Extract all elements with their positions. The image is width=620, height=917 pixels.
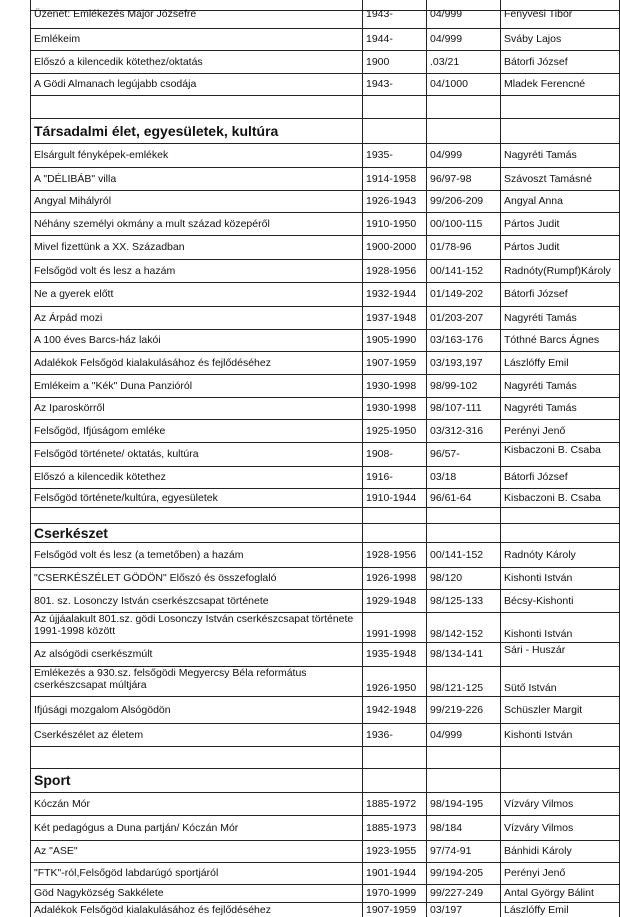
table-row [0,329,620,351]
entry-title: Emlékezés a 930.sz. felsőgödi Megyercsy Béla református cserkészcsapat múltjára [34,667,307,691]
entry-title: Néhány személyi okmány a mult század közepéről [34,217,270,230]
blank-row [0,95,620,118]
table-row [0,419,620,442]
entry-title: Emlékeim a "Kék" Duna Panzióról [34,379,193,392]
blank-row [0,746,620,768]
entry-title: Felsőgöd története/ oktatás, kultúra [34,448,199,460]
entry-title: Göd Nagyközség Sakkélete [34,887,164,899]
entry-years: 1943- [366,8,393,20]
entry-author: Perényi Jenő [504,424,566,437]
entry-years: 1935-1948 [366,648,417,660]
entry-reference: 98/142-152 [430,628,484,640]
entry-years: 1930-1998 [366,379,417,392]
entry-reference: 97/74-91 [430,845,472,857]
table-row [0,488,620,507]
table-row [0,642,620,666]
entry-years: 1901-1944 [366,867,417,879]
entry-reference: 99/206-209 [430,195,484,207]
entry-author: Pártos Judit [504,241,560,253]
entry-author: Nagyréti Tamás [504,149,577,161]
table-row [0,542,620,567]
entry-title: Elsárgult fényképek-emlékek [34,149,169,161]
entry-title: Felsőgöd története/kultúra, egyesületek [34,491,218,504]
entry-reference: .03/21 [430,55,460,68]
entry-years: 1910-1944 [366,491,417,504]
entry-author: Vízváry Vilmos [504,821,574,834]
table-row [0,840,620,862]
entry-author: Tóthné Barcs Ágnes [504,334,600,346]
entry-reference: 98/121-125 [430,682,484,694]
entry-author: Bánhidi Károly [504,845,572,857]
entry-title: Adalékok Felsőgöd kialakulásához és fejlődéséhez [34,903,271,916]
entry-reference: 98/184 [430,821,463,834]
entry-author: Nagyréti Tamás [504,311,577,324]
table-row [0,442,620,466]
entry-author: Sütő István [504,682,557,694]
table-row [0,235,620,259]
entry-author: Kishonti István [504,728,573,741]
entry-title: Ifjúsági mozgalom Alsógödön [34,703,171,716]
entry-title: Angyal Mihályról [34,195,112,207]
entry-title: 801. sz. Losonczy István cserkészcsapat története [34,594,269,607]
entry-years: 1925-1950 [366,424,417,437]
entry-reference: 01/78-96 [430,241,472,253]
entry-author: Mladek Ferencné [504,78,586,90]
entry-title: Mivel fizettünk a XX. Században [34,241,185,253]
entry-years: 1970-1999 [366,887,417,899]
entry-years: 1908- [366,448,393,460]
section-header [0,768,620,792]
entry-author: Kishonti István [504,628,573,640]
entry-title: A 100 éves Barcs-ház lakói [34,334,161,346]
entry-author: Perényi Jenő [504,867,566,879]
entry-author: Sári - Huszár [504,644,566,656]
entry-author: Radnóty Károly [504,548,576,561]
entry-author: Radnóty(Rumpf)Károly [504,264,611,277]
table-row [0,143,620,167]
entry-reference: 04/1000 [430,78,468,90]
table-row [0,589,620,612]
entry-title: Adalékok Felsőgöd kialakulásához és fejlődéséhez [34,356,271,369]
table-row [0,792,620,815]
table-row [0,374,620,397]
entry-years: 1929-1948 [366,594,417,607]
entry-title: Az alsógödi cserkészmúlt [34,648,153,660]
entry-title: Az "ASE" [34,845,78,857]
entry-years: 1926-1950 [366,682,417,694]
entry-years: 1928-1956 [366,548,417,561]
entry-author: Schüszler Margit [504,703,583,716]
entry-years: 1905-1990 [366,334,417,346]
table-row [0,723,620,746]
entry-years: 1907-1959 [366,356,417,369]
entry-years: 1907-1959 [366,903,417,916]
entry-title: A "DÉLIBÁB" villa [34,172,117,185]
entry-reference: 04/999 [430,8,463,20]
entry-reference: 01/203-207 [430,311,484,324]
section-header [0,118,620,143]
table-row [0,696,620,723]
table-row [0,28,620,50]
entry-title: Az Iparoskörről [34,402,105,414]
entry-reference: 00/141-152 [430,548,484,561]
section-title: Cserkészet [34,524,108,541]
entry-years: 1914-1958 [366,172,417,185]
entry-years: 1943- [366,78,393,90]
entry-author: Fenyvesi Tibor [504,8,573,20]
entry-years: 1900 [366,55,390,68]
entry-author: Kisbaczoni B. Csaba [504,491,601,504]
entry-title: "FTK"-ról,Felsőgöd labdarúgó sportjáról [34,867,219,879]
entry-reference: 98/125-133 [430,594,484,607]
entry-author: Sváby Lajos [504,33,562,45]
table-row [0,190,620,212]
entry-title: Emlékeim [34,33,81,45]
entry-title: Előszó a kilencedik kötethez/oktatás [34,55,203,68]
entry-reference: 04/999 [430,33,463,45]
table-row [0,351,620,374]
entry-years: 1935- [366,149,393,161]
entry-title: Két pedagógus a Duna partján/ Kóczán Mór [34,821,239,834]
table-row [0,0,620,28]
entry-years: 1944- [366,33,393,45]
table-row [0,862,620,884]
entry-reference: 03/197 [430,903,463,916]
entry-years: 1926-1998 [366,572,417,584]
entry-reference: 04/999 [430,149,463,161]
table-row [0,397,620,419]
entry-author: Pártos Judit [504,217,560,230]
entry-reference: 96/61-64 [430,491,472,504]
entry-title: "CSERKÉSZÉLET GÖDÖN" Előszó és összefoglaló [34,572,277,584]
entry-author: Kisbaczoni B. Csaba [504,444,601,456]
entry-reference: 00/100-115 [430,217,483,230]
table-row [0,902,620,917]
table-row [0,282,620,306]
entry-reference: 03/193,197 [430,356,483,369]
entry-title: Ne a gyerek előtt [34,288,114,300]
table-row [0,306,620,329]
entry-author: Angyal Anna [504,195,563,207]
entry-author: Szávoszt Tamásné [504,172,592,185]
entry-title: Felsőgöd volt és lesz a hazám [34,264,176,277]
table-row [0,884,620,902]
entry-title: Cserkészélet az életem [34,728,144,741]
entry-reference: 03/312-316 [430,424,484,437]
table-row [0,167,620,190]
entry-author: Lászlóffy Emil [504,903,569,916]
entry-reference: 04/999 [430,728,463,741]
entry-reference: 00/141-152 [430,264,484,277]
blank-row [0,507,620,523]
entry-title: A Gödi Almanach legújabb csodája [34,78,197,90]
entry-title: Az Árpád mozi [34,311,103,324]
entry-years: 1991-1998 [366,628,417,640]
entry-years: 1926-1943 [366,195,417,207]
entry-reference: 96/57- [430,448,460,460]
entry-reference: 98/194-195 [430,797,484,810]
entry-years: 1937-1948 [366,311,417,324]
section-title: Társadalmi élet, egyesületek, kultúra [34,122,279,139]
entry-years: 1885-1972 [366,797,417,810]
entry-years: 1930-1998 [366,402,417,414]
entry-author: Bátorfi József [504,471,568,483]
entry-years: 1936- [366,728,393,741]
entry-title: Kóczán Mór [34,797,91,810]
table-row [0,466,620,488]
entry-title: Felsőgöd volt és lesz (a temetőben) a hazám [34,548,244,561]
entry-reference: 99/219-226 [430,703,484,716]
table-row [0,815,620,840]
entry-reference: 98/120 [430,572,463,584]
entry-reference: 99/194-205 [430,867,484,879]
entry-author: Antal György Bálint [504,887,594,899]
entry-author: Nagyréti Tamás [504,379,577,392]
table-row [0,212,620,235]
entry-years: 1928-1956 [366,264,417,277]
entry-reference: 03/163-176 [430,334,484,346]
entry-author: Nagyréti Tamás [504,402,577,414]
section-title: Sport [34,772,71,788]
entry-author: Bátorfi József [504,288,568,300]
table-row [0,73,620,95]
entry-years: 1910-1950 [366,217,417,230]
entry-author: Lászlóffy Emil [504,356,569,369]
section-header [0,523,620,542]
entry-title: Felsőgöd, Ifjúságom emléke [34,424,166,437]
table-row [0,567,620,589]
entry-years: 1932-1944 [366,288,417,300]
entry-reference: 96/97-98 [430,172,472,185]
entry-reference: 01/149-202 [430,288,484,300]
table-row [0,50,620,73]
entry-reference: 98/107-111 [430,402,482,414]
entry-years: 1885-1973 [366,821,417,834]
entry-author: Bécsy-Kishonti [504,594,574,607]
entry-reference: 98/134-141 [430,648,484,660]
entry-author: Bátorfi József [504,55,568,68]
entry-title: Üzenet: Emlékezés Major Józsefre [34,8,197,20]
entry-author: Vízváry Vilmos [504,797,574,810]
entry-reference: 98/99-102 [430,379,478,392]
entry-author: Kishonti István [504,572,573,584]
entry-title: Az újjáalakult 801.sz. gödi Losonczy István cserkészcsapat története 1991-1998 között [34,613,354,637]
entry-years: 1916- [366,471,393,483]
entry-years: 1923-1955 [366,845,417,857]
entry-years: 1900-2000 [366,241,417,253]
table-row [0,612,620,642]
entry-title: Előszó a kilencedik kötethez [34,471,166,483]
entry-years: 1942-1948 [366,703,417,716]
entry-reference: 99/227-249 [430,887,484,899]
table-row [0,259,620,282]
entry-reference: 03/18 [430,471,457,483]
table-row [0,666,620,696]
